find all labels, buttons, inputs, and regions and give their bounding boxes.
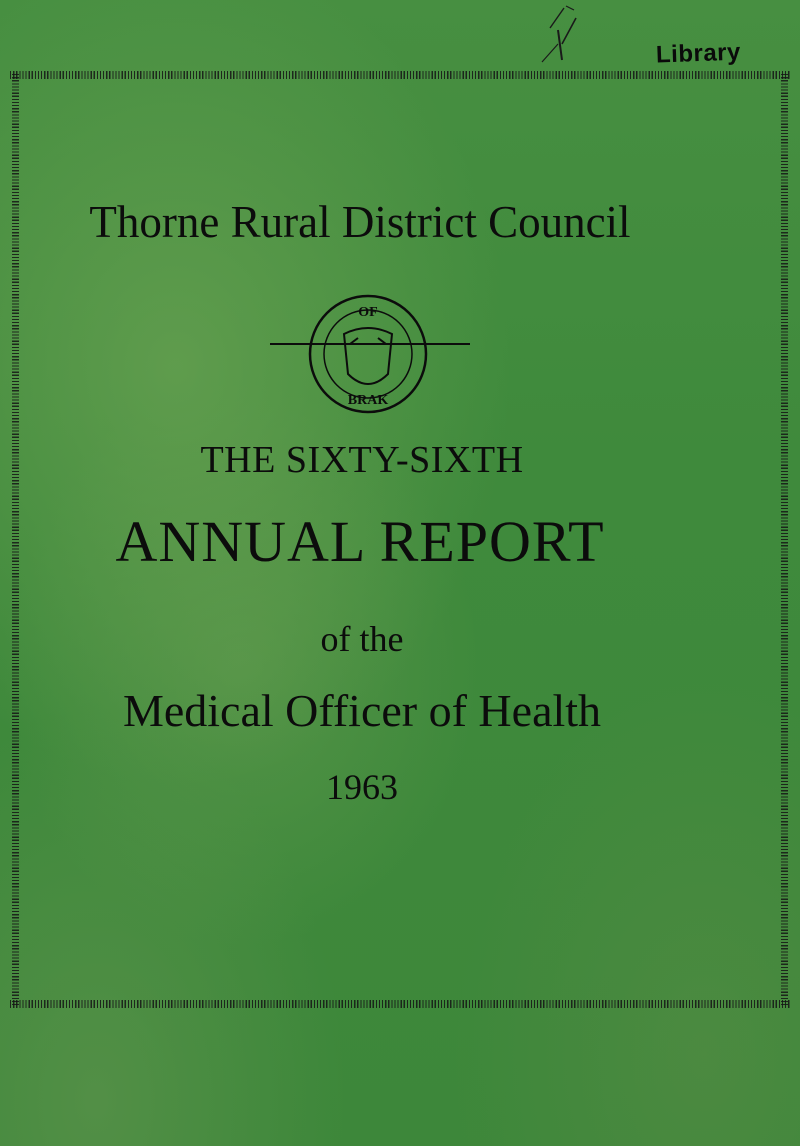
crest-text-bottom: BRAK (347, 393, 389, 408)
pencil-mark-icon (536, 4, 586, 64)
decorative-border-bottom (10, 1000, 790, 1008)
council-title: Thorne Rural District Council (89, 197, 631, 247)
decorative-border-top (10, 71, 790, 79)
connector-text: of the (320, 619, 404, 659)
library-stamp: Library (655, 38, 742, 69)
decorative-border-right (781, 74, 788, 1006)
report-title: ANNUAL REPORT (115, 509, 605, 574)
crest-text-top: OF (358, 305, 378, 320)
report-year: 1963 (326, 767, 398, 807)
edition-subtitle: THE SIXTY-SIXTH (200, 439, 524, 481)
council-crest-icon (270, 282, 470, 430)
officer-title: Medical Officer of Health (122, 685, 602, 736)
